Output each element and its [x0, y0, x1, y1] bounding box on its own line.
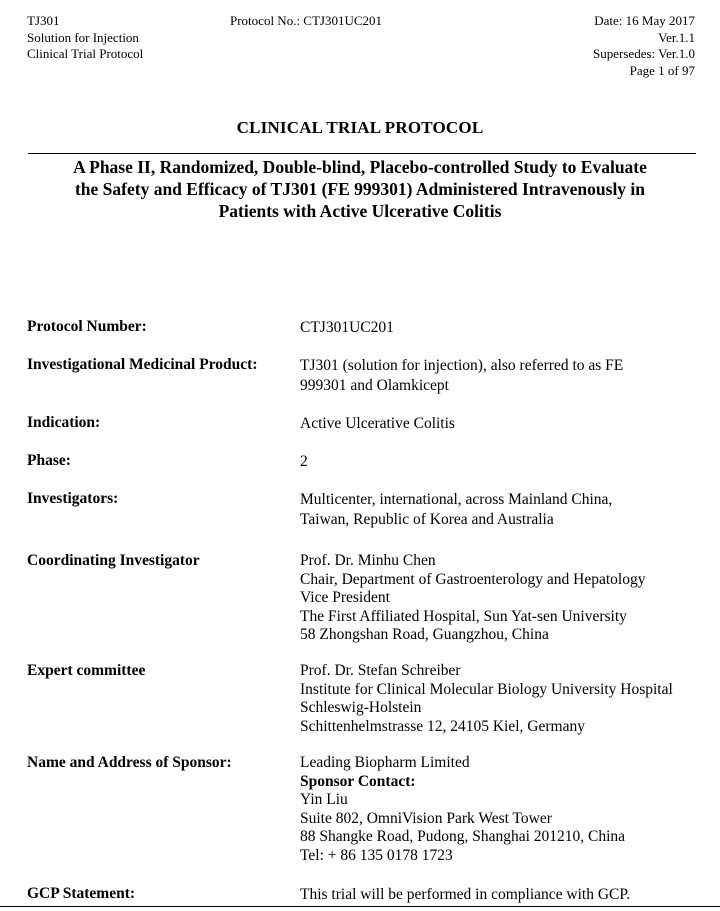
field-value: 2 — [300, 453, 308, 470]
header-formulation: Solution for Injection — [27, 29, 139, 45]
study-title — [28, 156, 692, 222]
header-page-number: Page 1 of 97 — [629, 62, 695, 78]
study-title-line: A Phase II, Randomized, Double-blind, Placebo-controlled Study to Evaluate — [73, 157, 647, 177]
sponsor-contact-label: Sponsor Contact: — [300, 772, 416, 790]
value-line: Prof. Dr. Minhu Chen — [300, 552, 436, 569]
field-label: Phase: — [27, 452, 71, 469]
field-value: This trial will be performed in compliance with GCP. — [300, 886, 631, 903]
value-line: Schittenhelmstrasse 12, 24105 Kiel, Germany — [300, 717, 585, 735]
header-supersedes: Supersedes: Ver.1.0 — [593, 46, 695, 61]
value-line: Chair, Department of Gastroenterology and Hepatology — [300, 570, 646, 588]
value-line: Institute for Clinical Molecular Biology University Hospital — [300, 680, 673, 698]
study-title-line: Patients with Active Ulcerative Colitis — [218, 201, 502, 221]
title-divider — [28, 153, 696, 154]
field-value — [300, 662, 710, 736]
field-label: Investigational Medicinal Product: — [27, 356, 258, 373]
header-right-block — [593, 13, 695, 79]
value-line: The First Affiliated Hospital, Sun Yat-sen University — [300, 607, 627, 625]
header-protocol-number: Protocol No.: CTJ301UC201 — [230, 13, 383, 28]
value-line: Suite 802, OmniVision Park West Tower — [300, 809, 552, 827]
value-line: Tel: + 86 135 0178 1723 — [300, 846, 453, 864]
value-line: Taiwan, Republic of Korea and Australia — [300, 511, 554, 528]
field-label: Expert committee — [27, 662, 146, 679]
field-value — [300, 754, 710, 865]
field-label: Protocol Number: — [27, 318, 147, 335]
value-line: Yin Liu — [300, 791, 348, 808]
document-title: CLINICAL TRIAL PROTOCOL — [236, 118, 484, 137]
header-left-block — [27, 13, 143, 63]
field-value — [300, 490, 710, 530]
field-value: Active Ulcerative Colitis — [300, 415, 455, 432]
header-date: Date: 16 May 2017 — [594, 13, 695, 28]
field-label: Investigators: — [27, 490, 119, 507]
sponsor-company: Leading Biopharm Limited — [300, 754, 470, 771]
study-title-line: the Safety and Efficacy of TJ301 (FE 999301) Administered Intravenously in — [74, 179, 646, 199]
header-version: Ver.1.1 — [658, 29, 695, 45]
value-line: 58 Zhongshan Road, Guangzhou, China — [300, 626, 549, 643]
value-line: Vice President — [300, 589, 390, 606]
field-value — [300, 552, 710, 645]
value-line: TJ301 (solution for injection), also referred to as FE — [300, 357, 624, 374]
field-label: Indication: — [27, 414, 101, 431]
value-line: Prof. Dr. Stefan Schreiber — [300, 662, 461, 679]
field-label: GCP Statement: — [27, 885, 136, 902]
field-label: Coordinating Investigator — [27, 552, 200, 569]
value-line: 88 Shangke Road, Pudong, Shanghai 201210, China — [300, 828, 626, 845]
header-product: TJ301 — [27, 13, 60, 28]
page-bottom-edge — [0, 906, 720, 907]
value-line: Schleswig-Holstein — [300, 699, 422, 716]
field-label: Name and Address of Sponsor: — [27, 754, 232, 771]
value-line: Multicenter, international, across Mainland China, — [300, 491, 613, 508]
header-doc-type: Clinical Trial Protocol — [27, 46, 144, 61]
field-value: CTJ301UC201 — [300, 319, 394, 336]
value-line: 999301 and Olamkicept — [300, 377, 449, 394]
field-value — [300, 356, 710, 396]
